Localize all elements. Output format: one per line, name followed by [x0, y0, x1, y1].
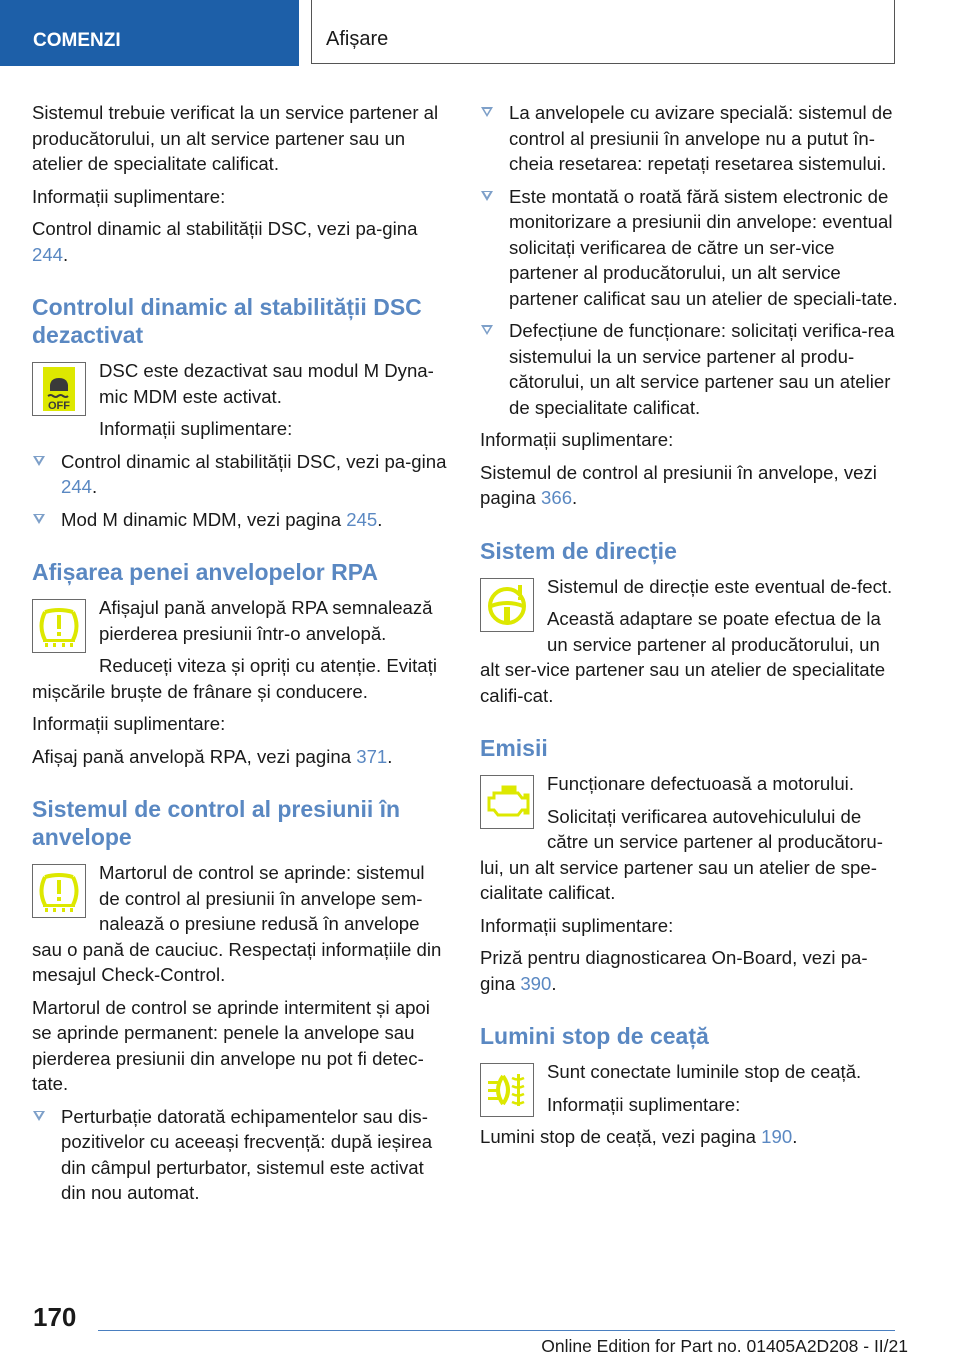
page-link-390[interactable]: 390 [520, 972, 552, 994]
bullet-triangle-icon [481, 107, 493, 117]
bullet-triangle-icon [33, 1111, 45, 1121]
page-link-245[interactable]: 245 [346, 508, 378, 530]
footer-edition: Online Edition for Part no. 01405A2D208 - II/21 [541, 1336, 908, 1356]
left-column [32, 100, 448, 1213]
rpa-info-label: Informații suplimentare: [32, 713, 226, 734]
rpa-text: Afișajul pană anvelopă RPA semnalează pierderea presiunii într-o anvelopă. [99, 597, 433, 644]
emissions-info-label: Informații suplimentare: [480, 914, 674, 936]
fog-reference: Lumini stop de ceață, vezi pagina 190. [480, 1126, 798, 1147]
intro-paragraph: Sistemul trebuie verificat la un service partener al producătorului, un alt service partener sau un atelier de specialitate calificat. [32, 102, 439, 174]
chapter-title: Afișare [311, 0, 895, 64]
check-engine-icon [480, 775, 534, 829]
heading-steering: Sistem de direcție [480, 537, 677, 564]
list-item-text: Perturbație datorată echipamentelor sau dis-pozitivelor cu aceeași frecvență: după ieșirea din câmpul perturbator, sistemul este activat din nou automat. [61, 1105, 433, 1203]
tpm-text: Martorul de control se aprinde: sistemul de control al presiunii în anvelope sem-nalează o presiune redusă în anvelope sau o pană de cauciuc. Respectați informațiile din mesajul Check-Control. [32, 862, 442, 985]
page-link-371[interactable]: 371 [356, 745, 388, 767]
section-tab: COMENZI [0, 0, 299, 66]
rear-fog-light-icon [480, 1063, 534, 1117]
right-column [480, 100, 898, 1157]
svg-text:OFF: OFF [48, 400, 70, 412]
reference-text: Afișaj pană anvelopă RPA, vezi pagina [32, 745, 357, 767]
list-item [32, 1104, 448, 1206]
list-item [480, 184, 898, 312]
heading-dsc: Controlul dinamic al stabilității DSC dezactivat [32, 294, 422, 348]
list-item-text: Control dinamic al stabilității DSC, vezi pa-gina [61, 450, 447, 472]
bullet-triangle-icon [33, 456, 45, 466]
list-item [480, 318, 898, 420]
info-label: Informații suplimentare: [32, 185, 226, 207]
heading-fog: Lumini stop de ceață [480, 1023, 709, 1049]
bullet-triangle-icon [33, 514, 45, 524]
bullet-triangle-icon [481, 325, 493, 335]
list-item-text: Defecțiune de funcționare: solicitați verifica-rea sistemului la un service partener al produ-cătorului, un alt service partener sau un atelier de specialitate calificat. [509, 320, 895, 418]
reference-text: Priză pentru diagnosticarea On-Board, vezi pa-gina [480, 947, 868, 994]
emissions-text: Funcționare defectuoasă a motorului. [547, 773, 854, 794]
list-item-text: Este montată o roată fără sistem electronic de monitorizare a presiunii din anvelope: eventual solicitați verificarea de către un ser-vice partener al producătorului, un alt service partener calificat sau un atelier de speciali-tate. [509, 185, 898, 309]
list-item-text: Mod M dinamic MDM, vezi pagina [61, 508, 347, 530]
emissions-reference: Priză pentru diagnosticarea On-Board, vezi pa-gina 390. [480, 947, 868, 994]
footer-divider [98, 1330, 895, 1331]
emissions-text-2: Solicitați verificarea autovehiculului de către un service partener al producătoru-lui, un alt service partener sau un atelier de spe-cialitate calificat. [480, 805, 883, 903]
page-link-366[interactable]: 366 [541, 487, 573, 508]
tire-pressure-warning-icon [32, 599, 86, 653]
reference-text: Sistemul de control al presiunii în anvelope, vezi pagina [480, 461, 877, 508]
list-item [480, 100, 898, 177]
info-label: Informații suplimentare: [480, 429, 674, 450]
reference: Sistemul de control al presiunii în anvelope, vezi pagina 366. [480, 461, 877, 508]
page-link-244[interactable]: 244 [32, 243, 64, 265]
page-link-190[interactable]: 190 [761, 1126, 793, 1147]
heading-tire-pressure: Sistemul de control al presiunii în anvelope [32, 796, 401, 850]
reference: Control dinamic al stabilității DSC, vezi pa-gina 244. [32, 218, 418, 265]
steering-warning-icon [480, 578, 534, 632]
fog-text: Sunt conectate luminile stop de ceață. [547, 1061, 862, 1082]
page-number: 170 [33, 1302, 77, 1332]
heading-rpa: Afișarea penei anvelopelor RPA [32, 559, 378, 585]
reference-text: Lumini stop de ceață, vezi pagina [480, 1126, 762, 1147]
list-item-text: La anvelopele cu avizare specială: sistemul de control al presiunii în anvelope nu a putut în-cheia resetarea: repetați resetarea sistemului. [509, 102, 893, 174]
steering-text: Sistemul de direcție este eventual de-fect. [547, 575, 893, 597]
steering-text-2: Această adaptare se poate efectua de la un service partener al producătorului, un alt ser-vice partener sau un atelier de specialitate califi-cat. [480, 608, 886, 706]
dsc-off-icon [32, 362, 86, 416]
fog-info-label: Informații suplimentare: [547, 1093, 741, 1115]
page-link-244[interactable]: 244 [61, 476, 93, 497]
heading-emissions: Emisii [480, 735, 548, 761]
list-item: Mod M dinamic MDM, vezi pagina 245. [32, 507, 448, 533]
tire-pressure-warning-icon [32, 864, 86, 918]
tpm-text-2: Martorul de control se aprinde intermitent și apoi se aprinde permanent: penele la anvelope sau pierderea presiunii din anvelope nu pot fi detec-tate. [32, 996, 430, 1094]
dsc-text: DSC este dezactivat sau modul M Dyna-mic MDM este activat. [99, 360, 434, 407]
dsc-info-label: Informații suplimentare: [99, 418, 293, 439]
rpa-advice: Reduceți viteza și opriți cu atenție. Evitați mișcările bruște de frânare și conducere. [32, 655, 437, 702]
bullet-triangle-icon [481, 191, 493, 201]
list-item: Control dinamic al stabilității DSC, vezi pa-gina 244. [32, 449, 448, 500]
rpa-reference: Afișaj pană anvelopă RPA, vezi pagina 371. [32, 745, 393, 767]
reference-text: Control dinamic al stabilității DSC, vezi pa-gina [32, 218, 418, 239]
